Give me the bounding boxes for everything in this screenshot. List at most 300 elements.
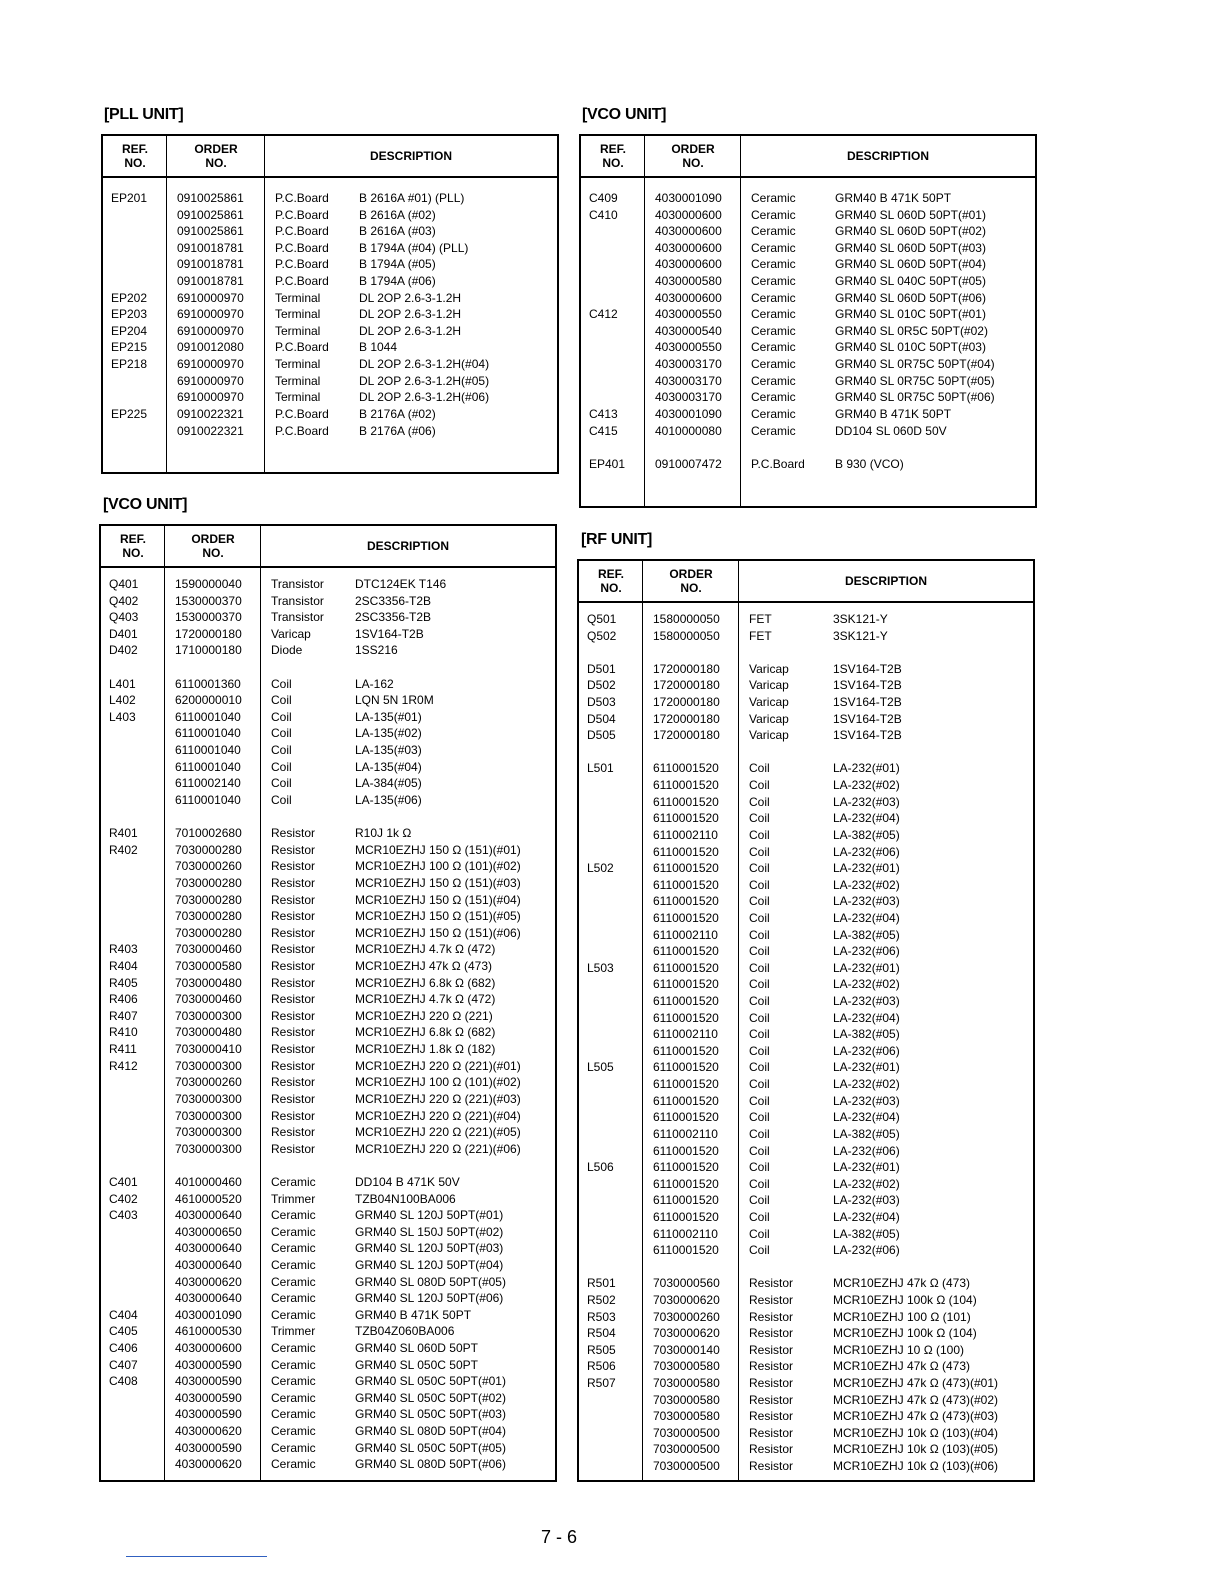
- table-row: [579, 1226, 1033, 1243]
- table-row: [579, 877, 1033, 894]
- part-type-cell: Ceramic: [271, 1440, 316, 1455]
- order-no-cell: 4030000640: [175, 1241, 242, 1256]
- table-row: [581, 373, 1035, 390]
- table-row: [579, 611, 1033, 628]
- part-type-cell: Resistor: [271, 1108, 316, 1123]
- order-no-cell: 7030000620: [653, 1292, 720, 1307]
- part-type-cell: Resistor: [271, 1141, 316, 1156]
- table-row: [579, 1059, 1033, 1076]
- pll-unit-table: [101, 134, 559, 474]
- order-no-cell: 0910018781: [177, 240, 244, 255]
- table-row: [581, 306, 1035, 323]
- ref-no-cell: EP202: [111, 290, 148, 305]
- table-row: [579, 727, 1033, 744]
- part-type-cell: Resistor: [271, 1008, 316, 1023]
- table-row: [581, 207, 1035, 224]
- order-no-cell: 4030000600: [175, 1341, 242, 1356]
- part-description-cell: MCR10EZHJ 6.8k Ω (682): [355, 1025, 496, 1040]
- order-no-cell: 1530000370: [175, 593, 242, 608]
- part-type-cell: Ceramic: [751, 207, 796, 222]
- part-description-cell: MCR10EZHJ 10k Ω (103)(#05): [833, 1442, 999, 1457]
- part-type-cell: Ceramic: [271, 1457, 316, 1472]
- table-row: [103, 423, 557, 440]
- ref-no-cell: D504: [587, 711, 616, 726]
- part-type-cell: Ceramic: [271, 1341, 316, 1356]
- table-row: [579, 810, 1033, 827]
- order-no-cell: 6110001520: [653, 994, 719, 1009]
- header-order-no: [167, 136, 265, 176]
- order-no-cell: 1530000370: [175, 610, 242, 625]
- ref-no-cell: R503: [587, 1309, 616, 1324]
- order-no-cell: 4030000620: [175, 1457, 242, 1472]
- part-type-cell: Coil: [749, 1226, 770, 1241]
- table-row: [101, 1456, 555, 1473]
- part-type-cell: Coil: [749, 1077, 770, 1092]
- part-type-cell: Resistor: [749, 1409, 794, 1424]
- ref-no-cell: R403: [109, 942, 138, 957]
- part-description-cell: LA-232(#04): [833, 910, 900, 925]
- order-no-cell: 6910000970: [177, 390, 244, 405]
- ref-no-cell: C413: [589, 406, 618, 421]
- part-type-cell: Resistor: [271, 875, 316, 890]
- part-type-cell: Coil: [749, 1093, 770, 1108]
- order-no-cell: 6110001520: [653, 811, 719, 826]
- part-type-cell: Varicap: [749, 695, 789, 710]
- order-no-cell: 0910018781: [177, 257, 244, 272]
- part-description-cell: MCR10EZHJ 220 Ω (221)(#05): [355, 1125, 521, 1140]
- part-type-cell: Coil: [749, 861, 770, 876]
- row-spacer: [579, 644, 1033, 661]
- order-no-cell: 6110001520: [653, 1093, 719, 1108]
- part-description-cell: MCR10EZHJ 150 Ω (151)(#04): [355, 892, 521, 907]
- order-no-cell: 6110002110: [653, 1126, 718, 1141]
- part-description-cell: GRM40 SL 120J 50PT(#06): [355, 1291, 504, 1306]
- order-no-cell: 7010002680: [175, 826, 242, 841]
- part-description-cell: GRM40 SL 120J 50PT(#04): [355, 1257, 504, 1272]
- order-no-cell: 7030000280: [175, 925, 242, 940]
- part-type-cell: Ceramic: [271, 1208, 316, 1223]
- table-row: [103, 373, 557, 390]
- table-row: [101, 692, 555, 709]
- table-row: [103, 190, 557, 207]
- ref-no-cell: C402: [109, 1191, 138, 1206]
- order-no-cell: 4030000540: [655, 323, 722, 338]
- ref-no-cell: R502: [587, 1292, 616, 1307]
- part-description-cell: MCR10EZHJ 220 Ω (221)(#01): [355, 1058, 521, 1073]
- table-row: [579, 711, 1033, 728]
- table-row: [579, 893, 1033, 910]
- table-row: [101, 1091, 555, 1108]
- order-no-cell: 7030000620: [653, 1326, 720, 1341]
- table-row: [579, 976, 1033, 993]
- part-description-cell: GRM40 SL 150J 50PT(#02): [355, 1224, 504, 1239]
- ref-no-cell: R401: [109, 826, 138, 841]
- table-row: [579, 1093, 1033, 1110]
- part-type-cell: Terminal: [275, 290, 321, 305]
- ref-no-cell: C404: [109, 1307, 138, 1322]
- table-row: [101, 1323, 555, 1340]
- part-description-cell: LA-232(#02): [833, 1176, 900, 1191]
- header-ref-no: [581, 136, 645, 176]
- part-type-cell: P.C.Board: [275, 240, 329, 255]
- header-ref-line: REF.: [119, 532, 146, 546]
- table-row: [579, 1342, 1033, 1359]
- order-no-cell: 4030000640: [175, 1291, 242, 1306]
- part-description-cell: MCR10EZHJ 47k Ω (473)(#02): [833, 1392, 999, 1407]
- order-no-cell: 4030000600: [655, 207, 722, 222]
- order-no-cell: 6110001040: [175, 792, 241, 807]
- vco-unit-table-bottom: [99, 524, 557, 1482]
- part-type-cell: Coil: [749, 927, 770, 942]
- order-no-cell: 4030000600: [655, 240, 722, 255]
- table-row: [103, 389, 557, 406]
- header-ref-no: [103, 136, 167, 176]
- part-type-cell: Ceramic: [271, 1241, 316, 1256]
- ref-no-cell: R504: [587, 1326, 616, 1341]
- order-no-cell: 6110002140: [175, 776, 241, 791]
- order-no-cell: 7030000300: [175, 1058, 242, 1073]
- ref-no-cell: R404: [109, 959, 138, 974]
- part-type-cell: Resistor: [271, 925, 316, 940]
- header-order-line: ORDER: [669, 567, 713, 581]
- order-no-cell: 7030000260: [175, 859, 242, 874]
- part-type-cell: Resistor: [271, 1125, 316, 1140]
- table-row: [579, 1309, 1033, 1326]
- order-no-cell: 6110001520: [653, 761, 719, 776]
- order-no-cell: 6110001520: [653, 1193, 719, 1208]
- part-type-cell: Coil: [749, 778, 770, 793]
- part-description-cell: GRM40 SL 080D 50PT(#06): [355, 1457, 506, 1472]
- part-description-cell: LA-135(#02): [355, 726, 422, 741]
- ref-no-cell: R412: [109, 1058, 138, 1073]
- table-row: [103, 339, 557, 356]
- order-no-cell: 4030000620: [175, 1274, 242, 1289]
- order-no-cell: 4610000520: [175, 1191, 242, 1206]
- order-no-cell: 7030000260: [653, 1309, 720, 1324]
- ref-no-cell: D401: [109, 626, 138, 641]
- table-row: [581, 339, 1035, 356]
- table-row: [579, 960, 1033, 977]
- ref-no-cell: EP401: [589, 456, 626, 471]
- part-description-cell: MCR10EZHJ 220 Ω (221)(#03): [355, 1091, 521, 1106]
- order-no-cell: 4030000590: [175, 1440, 242, 1455]
- part-description-cell: LQN 5N 1R0M: [355, 693, 434, 708]
- part-description-cell: GRM40 SL 060D 50PT(#03): [835, 240, 986, 255]
- order-no-cell: 7030000580: [653, 1392, 720, 1407]
- part-description-cell: MCR10EZHJ 47k Ω (473): [833, 1276, 971, 1291]
- part-description-cell: LA-232(#04): [833, 1110, 900, 1125]
- order-no-cell: 6110002110: [653, 1027, 718, 1042]
- ref-no-cell: L401: [109, 676, 136, 691]
- order-no-cell: 6110001520: [653, 778, 719, 793]
- part-description-cell: MCR10EZHJ 47k Ω (473)(#01): [833, 1376, 999, 1391]
- table-row: [579, 1292, 1033, 1309]
- table-row: [103, 323, 557, 340]
- table-row: [579, 1143, 1033, 1160]
- part-description-cell: DL 2OP 2.6-3-1.2H(#05): [359, 373, 490, 388]
- part-type-cell: Resistor: [271, 992, 316, 1007]
- part-description-cell: MCR10EZHJ 220 Ω (221)(#06): [355, 1141, 521, 1156]
- order-no-cell: 6110001520: [653, 894, 719, 909]
- part-type-cell: Coil: [749, 1043, 770, 1058]
- order-no-cell: 7030000260: [175, 1075, 242, 1090]
- order-no-cell: 0910025861: [177, 207, 244, 222]
- part-description-cell: LA-232(#03): [833, 1193, 900, 1208]
- order-no-cell: 1580000050: [653, 628, 720, 643]
- order-no-cell: 6110001040: [175, 726, 241, 741]
- table-row: [579, 1458, 1033, 1475]
- order-no-cell: 6110001520: [653, 844, 719, 859]
- ref-no-cell: L502: [587, 861, 614, 876]
- part-description-cell: LA-232(#02): [833, 977, 900, 992]
- table-row: [101, 709, 555, 726]
- part-description-cell: MCR10EZHJ 100k Ω (104): [833, 1326, 977, 1341]
- order-no-cell: 7030000580: [653, 1376, 720, 1391]
- part-description-cell: GRM40 SL 010C 50PT(#01): [835, 307, 986, 322]
- part-description-cell: B 1794A (#06): [359, 274, 436, 289]
- part-description-cell: LA-384(#05): [355, 776, 422, 791]
- ref-no-cell: L501: [587, 761, 614, 776]
- part-description-cell: LA-382(#05): [833, 927, 900, 942]
- table-row: [101, 892, 555, 909]
- order-no-cell: 7030000580: [653, 1409, 720, 1424]
- order-no-cell: 7030000300: [175, 1125, 242, 1140]
- ref-no-cell: R505: [587, 1342, 616, 1357]
- part-description-cell: GRM40 SL 0R75C 50PT(#05): [835, 373, 995, 388]
- part-description-cell: DTC124EK T146: [355, 577, 447, 591]
- part-type-cell: Ceramic: [271, 1374, 316, 1389]
- order-no-cell: 7030000410: [175, 1042, 242, 1057]
- table-row: [579, 910, 1033, 927]
- ref-no-cell: R406: [109, 992, 138, 1007]
- part-description-cell: LA-232(#06): [833, 944, 900, 959]
- part-type-cell: Ceramic: [751, 323, 796, 338]
- table-row: [579, 927, 1033, 944]
- part-description-cell: LA-232(#01): [833, 861, 900, 876]
- order-no-cell: 7030000280: [175, 875, 242, 890]
- table-row: [579, 1275, 1033, 1292]
- ref-no-cell: D503: [587, 695, 616, 710]
- part-description-cell: GRM40 SL 0R75C 50PT(#04): [835, 357, 995, 372]
- part-description-cell: DD104 B 471K 50V: [355, 1174, 460, 1189]
- table-row: [103, 256, 557, 273]
- part-type-cell: Resistor: [271, 1075, 316, 1090]
- rf-unit-title: [RF UNIT]: [581, 531, 653, 548]
- part-type-cell: Resistor: [749, 1442, 794, 1457]
- table-row: [101, 1274, 555, 1291]
- ref-no-cell: L403: [109, 709, 136, 724]
- part-type-cell: Coil: [749, 827, 770, 842]
- table-row: [101, 925, 555, 942]
- part-description-cell: LA-232(#02): [833, 778, 900, 793]
- ref-no-cell: C405: [109, 1324, 138, 1339]
- part-description-cell: DD104 SL 060D 50V: [835, 423, 947, 438]
- order-no-cell: 4030003170: [655, 390, 722, 405]
- part-description-cell: TZB04N100BA006: [355, 1191, 456, 1206]
- order-no-cell: 4030001090: [655, 406, 722, 421]
- part-type-cell: Ceramic: [271, 1291, 316, 1306]
- part-type-cell: Coil: [749, 1160, 770, 1175]
- part-type-cell: Resistor: [271, 959, 316, 974]
- part-description-cell: DL 2OP 2.6-3-1.2H(#04): [359, 357, 490, 372]
- order-no-cell: 7030000500: [653, 1459, 720, 1474]
- part-description-cell: GRM40 SL 060D 50PT(#02): [835, 224, 986, 239]
- order-no-cell: 1590000040: [175, 577, 242, 591]
- table-row: [101, 875, 555, 892]
- table-row: [101, 1207, 555, 1224]
- table-row: [581, 406, 1035, 423]
- part-type-cell: Coil: [749, 1126, 770, 1141]
- order-no-cell: 4030001090: [655, 191, 722, 205]
- table-row: [101, 626, 555, 643]
- header-ref-line: REF.: [599, 142, 626, 156]
- ref-no-cell: R402: [109, 842, 138, 857]
- part-type-cell: Coil: [271, 743, 292, 758]
- part-description-cell: LA-382(#05): [833, 1126, 900, 1141]
- part-description-cell: GRM40 SL 120J 50PT(#03): [355, 1241, 504, 1256]
- order-no-cell: 4030000620: [175, 1424, 242, 1439]
- part-type-cell: Coil: [749, 1027, 770, 1042]
- order-no-cell: 6110001520: [653, 977, 719, 992]
- ref-no-cell: Q402: [109, 593, 139, 608]
- table-row: [579, 1192, 1033, 1209]
- header-order-line: NO.: [205, 156, 227, 170]
- order-no-cell: 0910018781: [177, 274, 244, 289]
- table-row: [101, 1174, 555, 1191]
- part-type-cell: P.C.Board: [275, 423, 329, 438]
- ref-no-cell: R501: [587, 1276, 616, 1291]
- table-row: [101, 1257, 555, 1274]
- table-row: [101, 609, 555, 626]
- order-no-cell: 6200000010: [175, 693, 242, 708]
- part-type-cell: Coil: [749, 1010, 770, 1025]
- part-description-cell: MCR10EZHJ 150 Ω (151)(#03): [355, 875, 521, 890]
- part-type-cell: Resistor: [271, 826, 316, 841]
- part-description-cell: LA-232(#03): [833, 1093, 900, 1108]
- order-no-cell: 6910000970: [177, 323, 244, 338]
- table-row: [101, 991, 555, 1008]
- ref-no-cell: R410: [109, 1025, 138, 1040]
- table-row: [101, 1074, 555, 1091]
- table-row: [581, 290, 1035, 307]
- part-description-cell: 3SK121-Y: [833, 612, 888, 626]
- table-row: [101, 941, 555, 958]
- part-description-cell: B 2176A (#02): [359, 406, 436, 421]
- ref-no-cell: R507: [587, 1376, 616, 1391]
- order-no-cell: 0910007472: [655, 456, 722, 471]
- part-type-cell: Coil: [271, 776, 292, 791]
- part-description-cell: LA-135(#04): [355, 759, 422, 774]
- header-ref-no: [579, 561, 643, 601]
- order-no-cell: 4030000600: [655, 224, 722, 239]
- table-row: [579, 628, 1033, 645]
- row-spacer: [579, 1259, 1033, 1276]
- part-type-cell: Coil: [271, 709, 292, 724]
- part-type-cell: P.C.Board: [275, 191, 329, 205]
- header-ref-line: REF.: [597, 567, 624, 581]
- part-type-cell: Coil: [749, 1060, 770, 1075]
- table-row: [101, 725, 555, 742]
- order-no-cell: 4030000650: [175, 1224, 242, 1239]
- order-no-cell: 6110001520: [653, 794, 719, 809]
- part-description-cell: MCR10EZHJ 10 Ω (100): [833, 1342, 965, 1357]
- table-row: [579, 1159, 1033, 1176]
- part-type-cell: Ceramic: [751, 307, 796, 322]
- part-type-cell: Terminal: [275, 307, 321, 322]
- part-description-cell: 1SV164-T2B: [833, 661, 902, 676]
- part-type-cell: Resistor: [271, 1058, 316, 1073]
- table-row: [103, 240, 557, 257]
- order-no-cell: 7030000300: [175, 1008, 242, 1023]
- table-row: [103, 306, 557, 323]
- table-row: [101, 1340, 555, 1357]
- table-row: [579, 1325, 1033, 1342]
- part-type-cell: Coil: [749, 761, 770, 776]
- part-type-cell: Coil: [749, 894, 770, 909]
- part-type-cell: Resistor: [271, 892, 316, 907]
- part-type-cell: Coil: [749, 794, 770, 809]
- order-no-cell: 4030001090: [175, 1307, 242, 1322]
- order-no-cell: 6110001520: [653, 960, 719, 975]
- header-description: DESCRIPTION: [846, 149, 929, 163]
- part-type-cell: Coil: [271, 726, 292, 741]
- part-type-cell: Diode: [271, 643, 303, 658]
- part-type-cell: P.C.Board: [275, 224, 329, 239]
- ref-no-cell: EP225: [111, 406, 148, 421]
- part-description-cell: R10J 1k Ω: [355, 826, 412, 841]
- order-no-cell: 7030000480: [175, 1025, 242, 1040]
- part-description-cell: LA-232(#01): [833, 1060, 900, 1075]
- header-order-line: ORDER: [671, 142, 715, 156]
- table-row: [581, 456, 1035, 473]
- part-description-cell: GRM40 SL 060D 50PT(#04): [835, 257, 986, 272]
- ref-no-cell: R407: [109, 1008, 138, 1023]
- ref-no-cell: R506: [587, 1359, 616, 1374]
- part-description-cell: GRM40 SL 010C 50PT(#03): [835, 340, 986, 355]
- part-type-cell: Transistor: [271, 577, 324, 591]
- part-description-cell: MCR10EZHJ 100 Ω (101)(#02): [355, 859, 521, 874]
- ref-no-cell: R405: [109, 975, 138, 990]
- table-row: [579, 777, 1033, 794]
- part-type-cell: Resistor: [271, 909, 316, 924]
- table-row: [103, 223, 557, 240]
- part-description-cell: 1SV164-T2B: [833, 678, 902, 693]
- order-no-cell: 0910022321: [177, 406, 244, 421]
- row-spacer: [581, 439, 1035, 456]
- order-no-cell: 6110001040: [175, 759, 241, 774]
- order-no-cell: 6110001040: [175, 709, 241, 724]
- order-no-cell: 6110001520: [653, 1110, 719, 1125]
- table-row: [579, 1043, 1033, 1060]
- table-row: [579, 1126, 1033, 1143]
- order-no-cell: 1720000180: [653, 728, 720, 743]
- ref-no-cell: C412: [589, 307, 618, 322]
- part-type-cell: Ceramic: [751, 257, 796, 272]
- part-type-cell: Coil: [271, 792, 292, 807]
- part-description-cell: LA-232(#04): [833, 1209, 900, 1224]
- part-type-cell: Coil: [749, 960, 770, 975]
- part-description-cell: MCR10EZHJ 150 Ω (151)(#01): [355, 842, 521, 857]
- part-description-cell: GRM40 SL 050C 50PT(#02): [355, 1390, 506, 1405]
- ref-no-cell: L505: [587, 1060, 614, 1075]
- table-row: [101, 825, 555, 842]
- table-row: [101, 1058, 555, 1075]
- part-description-cell: GRM40 B 471K 50PT: [835, 191, 952, 205]
- part-type-cell: Resistor: [749, 1292, 794, 1307]
- part-description-cell: GRM40 SL 0R5C 50PT(#02): [835, 323, 988, 338]
- order-no-cell: 4010000080: [655, 423, 722, 438]
- part-description-cell: GRM40 SL 0R75C 50PT(#06): [835, 390, 995, 405]
